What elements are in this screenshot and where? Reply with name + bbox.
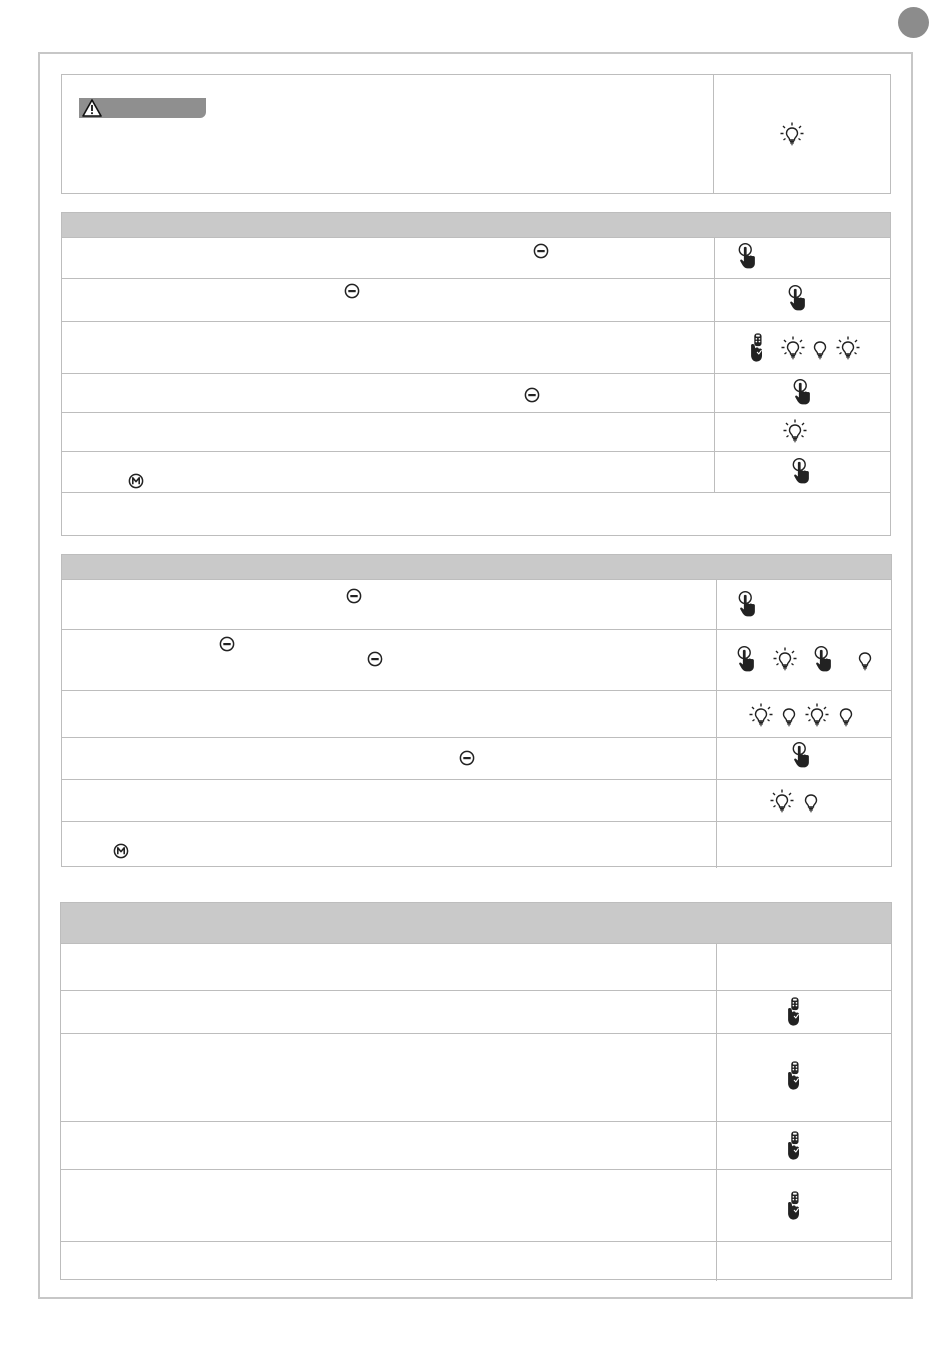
bulb-on-icon — [771, 645, 799, 673]
column-divider — [716, 1122, 717, 1170]
column-divider — [716, 1242, 717, 1281]
warning-triangle-icon — [82, 99, 102, 117]
column-divider — [714, 238, 715, 278]
procedure-section-1 — [61, 212, 891, 536]
minus-circle-icon — [367, 651, 383, 667]
remote-hand-icon — [784, 1130, 804, 1161]
column-divider — [716, 822, 717, 868]
press-hand-icon — [737, 241, 759, 271]
column-divider — [716, 738, 717, 780]
section-header — [62, 555, 891, 579]
warning-badge — [79, 98, 206, 118]
step-row — [62, 779, 891, 822]
bulb-on-icon — [778, 120, 806, 148]
column-divider — [716, 580, 717, 630]
bulb-off-icon — [797, 787, 825, 815]
step-row — [62, 579, 891, 630]
step-row — [61, 1241, 891, 1281]
column-divider — [716, 1034, 717, 1122]
column-divider — [716, 691, 717, 738]
minus-circle-icon — [459, 750, 475, 766]
remote-hand-icon — [784, 1190, 804, 1221]
column-divider — [716, 944, 717, 991]
step-row — [61, 1169, 891, 1242]
bulb-off-icon — [832, 701, 860, 729]
press-hand-icon — [737, 589, 759, 619]
remote-hand-icon — [747, 332, 767, 363]
bulb-on-icon — [768, 787, 796, 815]
step-row — [61, 1121, 891, 1170]
page-number-badge — [898, 7, 929, 38]
press-hand-icon — [736, 644, 758, 674]
column-divider — [716, 1170, 717, 1242]
column-divider — [716, 630, 717, 691]
step-row — [62, 821, 891, 868]
bulb-on-icon — [781, 417, 809, 445]
m-circle-icon — [128, 473, 144, 489]
bulb-on-icon — [834, 334, 862, 362]
column-divider — [714, 322, 715, 374]
step-row — [62, 373, 890, 413]
minus-circle-icon — [533, 243, 549, 259]
press-hand-icon — [791, 740, 813, 770]
column-divider — [716, 780, 717, 822]
press-hand-icon — [813, 644, 835, 674]
step-row — [62, 629, 891, 691]
step-row — [61, 990, 891, 1034]
step-row — [62, 737, 891, 780]
warning-panel-divider — [713, 75, 714, 193]
minus-circle-icon — [219, 636, 235, 652]
bulb-off-icon — [851, 645, 879, 673]
procedure-section-3 — [60, 902, 892, 1280]
step-row — [62, 412, 890, 451]
step-row — [62, 451, 890, 493]
column-divider — [716, 991, 717, 1034]
press-hand-icon — [791, 456, 813, 486]
press-hand-icon — [792, 377, 814, 407]
column-divider — [714, 279, 715, 321]
section-header — [61, 903, 891, 943]
step-row — [61, 943, 891, 991]
remote-hand-icon — [784, 996, 804, 1027]
step-row — [62, 492, 890, 537]
minus-circle-icon — [346, 588, 362, 604]
remote-hand-icon — [784, 1060, 804, 1091]
column-divider — [714, 452, 715, 493]
bulb-on-icon — [747, 701, 775, 729]
column-divider — [714, 374, 715, 413]
warning-panel — [61, 74, 891, 194]
bulb-on-icon — [779, 334, 807, 362]
minus-circle-icon — [524, 387, 540, 403]
bulb-off-icon — [775, 701, 803, 729]
column-divider — [714, 413, 715, 451]
press-hand-icon — [787, 283, 809, 313]
step-row — [62, 278, 890, 321]
section-header — [62, 213, 890, 238]
minus-circle-icon — [344, 283, 360, 299]
step-row — [61, 1033, 891, 1122]
m-circle-icon — [113, 843, 129, 859]
bulb-off-icon — [806, 334, 834, 362]
step-row — [62, 237, 890, 278]
bulb-on-icon — [803, 701, 831, 729]
